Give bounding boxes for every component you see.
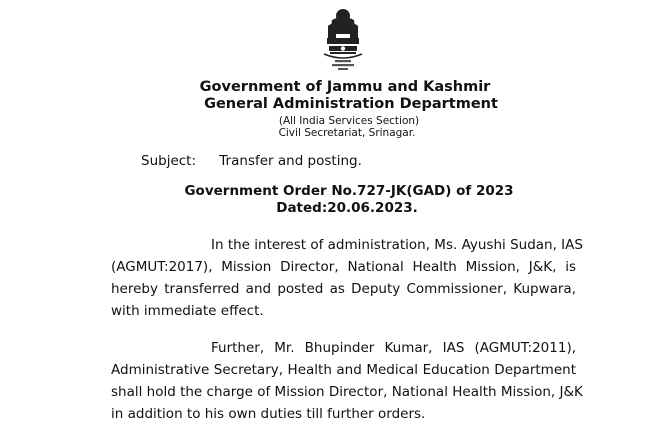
paragraph-line: in addition to his own duties till further orders. (111, 406, 426, 422)
paragraph-line: (AGMUT:2017), Mission Director, National Health Mission, J&K, is (111, 259, 576, 275)
subject-label: Subject: (141, 153, 197, 169)
order-paragraph-1 (111, 234, 583, 322)
paragraph-line: hereby transferred and posted as Deputy Commissioner, Kupwara, (111, 281, 576, 297)
section-name: (All India Services Section) (278, 115, 420, 127)
department-title: General Administration Department (204, 96, 498, 112)
order-paragraph-2 (111, 337, 583, 425)
paragraph-line: with immediate effect. (111, 303, 264, 319)
paragraph-line: Further, Mr. Bhupinder Kumar, IAS (AGMUT:2011), (211, 340, 576, 356)
paragraph-line: shall hold the charge of Mission Director, National Health Mission, J&K (111, 384, 583, 400)
subject-row (141, 153, 362, 170)
order-number: Government Order No.727-JK(GAD) of 2023 (184, 183, 514, 199)
subject-text: Transfer and posting. (219, 153, 362, 169)
government-title: Government of Jammu and Kashmir (199, 79, 491, 95)
order-date: Dated:20.06.2023. (276, 200, 418, 216)
paragraph-line: In the interest of administration, Ms. Ayushi Sudan, IAS (211, 237, 583, 253)
paragraph-line: Administrative Secretary, Health and Medical Education Department (111, 362, 576, 378)
office-address: Civil Secretariat, Srinagar. (278, 127, 416, 139)
state-emblem-icon (318, 6, 368, 78)
